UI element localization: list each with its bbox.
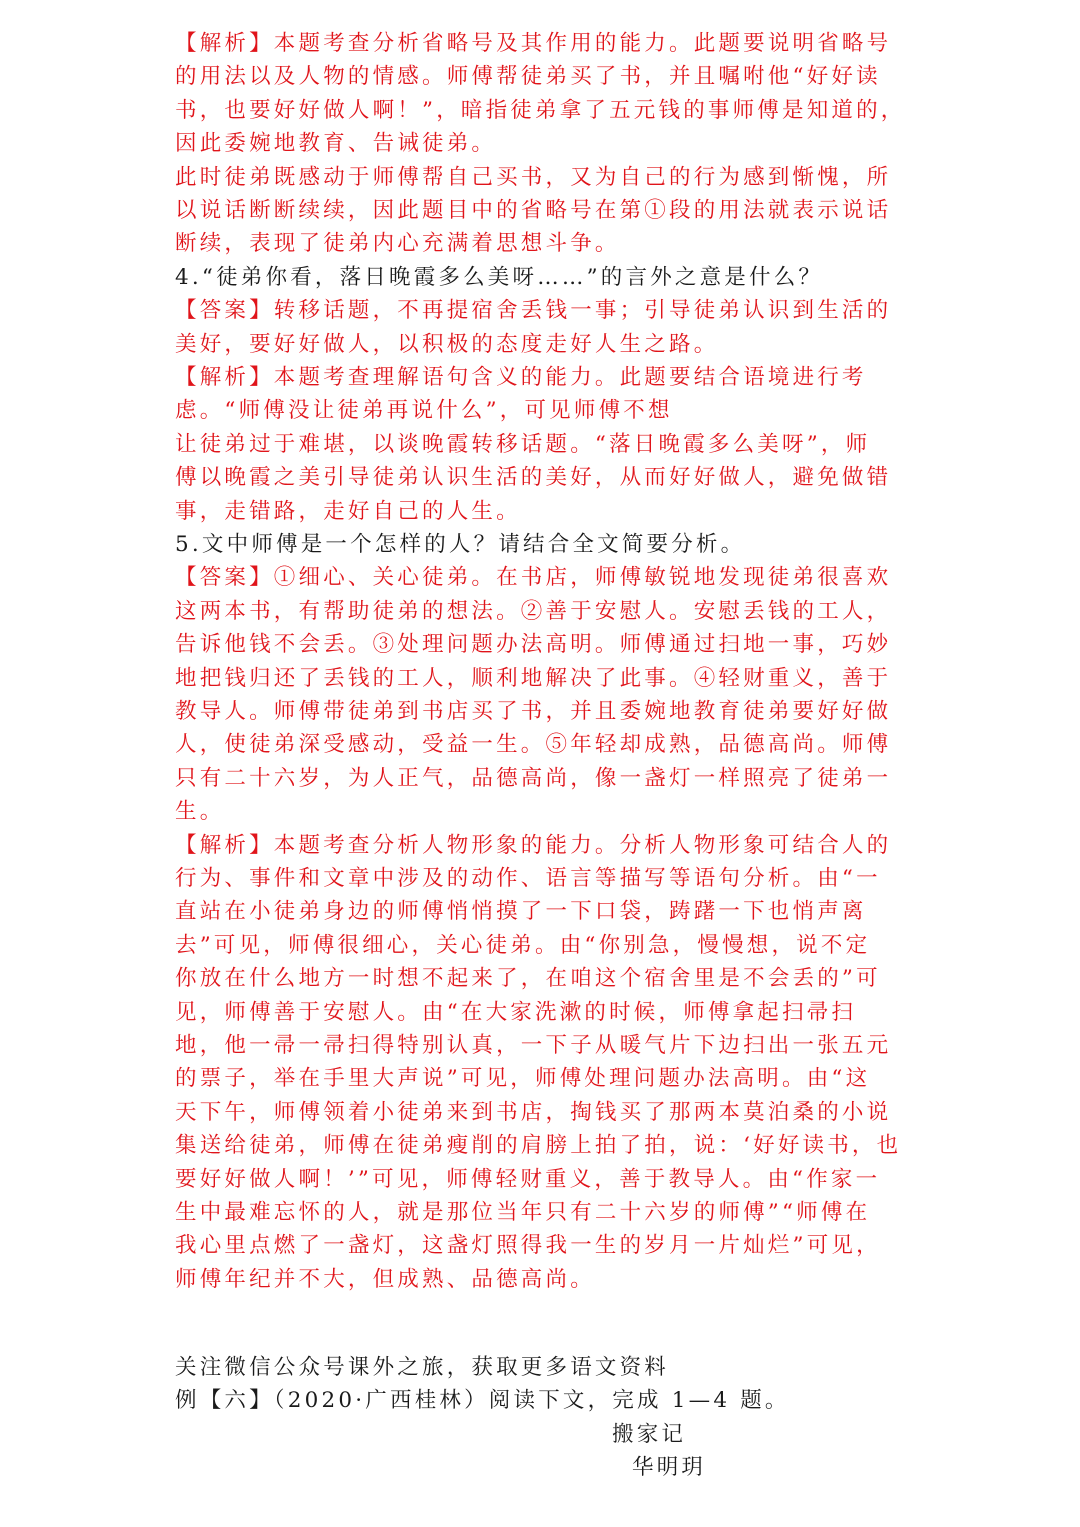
text-line: 的用法以及人物的情感。师傅帮徒弟买了书，并且嘱咐他“好好读 xyxy=(175,64,881,90)
text-line: 因此委婉地教育、告诫徒弟。 xyxy=(175,131,497,157)
text-line: 【答案】①细心、关心徒弟。在书店，师傅敏锐地发现徒弟很喜欢 xyxy=(175,565,892,591)
text-line: 我心里点燃了一盏灯，这盏灯照得我一生的岁月一片灿烂”可见， xyxy=(175,1233,881,1259)
follow-notice: 关注微信公众号课外之旅，获取更多语文资料 xyxy=(175,1355,670,1380)
text-line: 4.“徒弟你看，落日晚霞多么美呀……”的言外之意是什么？ xyxy=(175,264,824,290)
text-line: 行为、事件和文章中涉及的动作、语言等描写等语句分析。由“一 xyxy=(175,866,881,891)
text-line: 天下午，师傅领着小徒弟来到书店，掏钱买了那两本莫泊桑的小说 xyxy=(175,1099,892,1125)
text-line: 事，走错路，走好自己的人生。 xyxy=(175,498,521,524)
text-line: 以说话断断续续，因此题目中的省略号在第①段的用法就表示说话 xyxy=(175,198,892,223)
text-line: 生。 xyxy=(175,799,225,825)
article-author: 华明玥 xyxy=(632,1455,707,1480)
text-line: 告诉他钱不会丢。③处理问题办法高明。师傅通过扫地一事，巧妙 xyxy=(175,632,892,658)
text-line: 【答案】转移话题，不再提宿舍丢钱一事；引导徒弟认识到生活的 xyxy=(175,298,892,324)
text-line: 地，他一帚一帚扫得特别认真，一下子从暖气片下边扫出一张五元 xyxy=(175,1033,892,1058)
text-line: 只有二十六岁，为人正气，品德高尚，像一盏灯一样照亮了徒弟一 xyxy=(175,765,892,791)
text-line: 5.文中师傅是一个怎样的人？请结合全文简要分析。 xyxy=(175,532,746,557)
text-line: 人，使徒弟深受感动，受益一生。⑤年轻却成熟，品德高尚。师傅 xyxy=(175,732,892,758)
example-heading: 例【六】（2020·广西桂林）阅读下文，完成 1—4 题。 xyxy=(175,1388,790,1413)
text-line: 要好好做人啊！’”可见，师傅轻财重义，善于教导人。由“作家一 xyxy=(175,1166,881,1192)
text-line: 断续，表现了徒弟内心充满着思想斗争。 xyxy=(175,231,620,257)
text-line: 师傅年纪并不大，但成熟、品德高尚。 xyxy=(175,1266,595,1292)
text-line: 书，也要好好做人啊！”，暗指徒弟拿了五元钱的事师傅是知道的， xyxy=(175,97,906,123)
text-line: 的票子，举在手里大声说”可见，师傅处理问题办法高明。由“这 xyxy=(175,1066,871,1092)
text-line: 【解析】本题考查分析人物形象的能力。分析人物形象可结合人的 xyxy=(175,832,892,858)
text-line: 生中最难忘怀的人，就是那位当年只有二十六岁的师傅”“师傅在 xyxy=(175,1200,871,1225)
text-line: 傅以晚霞之美引导徒弟认识生活的美好，从而好好做人，避免做错 xyxy=(175,465,892,491)
text-line: 直站在小徒弟身边的师傅悄悄摸了一下口袋，踌躇一下也悄声离 xyxy=(175,899,867,925)
text-line: 此时徒弟既感动于师傅帮自己买书，又为自己的行为感到惭愧，所 xyxy=(175,164,892,190)
text-line: 【解析】本题考查分析省略号及其作用的能力。此题要说明省略号 xyxy=(175,31,892,56)
text-line: 你放在什么地方一时想不起来了，在咱这个宿舍里是不会丢的”可 xyxy=(175,966,881,992)
text-line: 见，师傅善于安慰人。由“在大家洗漱的时候，师傅拿起扫帚扫 xyxy=(175,999,857,1025)
text-line: 去”可见，师傅很细心，关心徒弟。由“你别急，慢慢想，说不定 xyxy=(175,932,871,958)
text-line: 美好，要好好做人，以积极的态度走好人生之路。 xyxy=(175,331,719,357)
text-line: 这两本书，有帮助徒弟的想法。②善于安慰人。安慰丢钱的工人， xyxy=(175,598,892,624)
text-line: 【解析】本题考查理解语句含义的能力。此题要结合语境进行考 xyxy=(175,365,867,390)
text-line: 让徒弟过于难堪，以谈晚霞转移话题。“落日晚霞多么美呀”，师 xyxy=(175,431,871,457)
text-line: 地把钱归还了丢钱的工人，顺利地解决了此事。④轻财重义，善于 xyxy=(175,665,892,691)
text-line: 虑。“师傅没让徒弟再说什么”，可见师傅不想 xyxy=(175,398,673,424)
article-title: 搬家记 xyxy=(612,1422,687,1447)
text-line: 教导人。师傅带徒弟到书店买了书，并且委婉地教育徒弟要好好做 xyxy=(175,699,892,724)
text-line: 集送给徒弟，师傅在徒弟瘦削的肩膀上拍了拍，说：‘好好读书，也 xyxy=(175,1133,902,1159)
